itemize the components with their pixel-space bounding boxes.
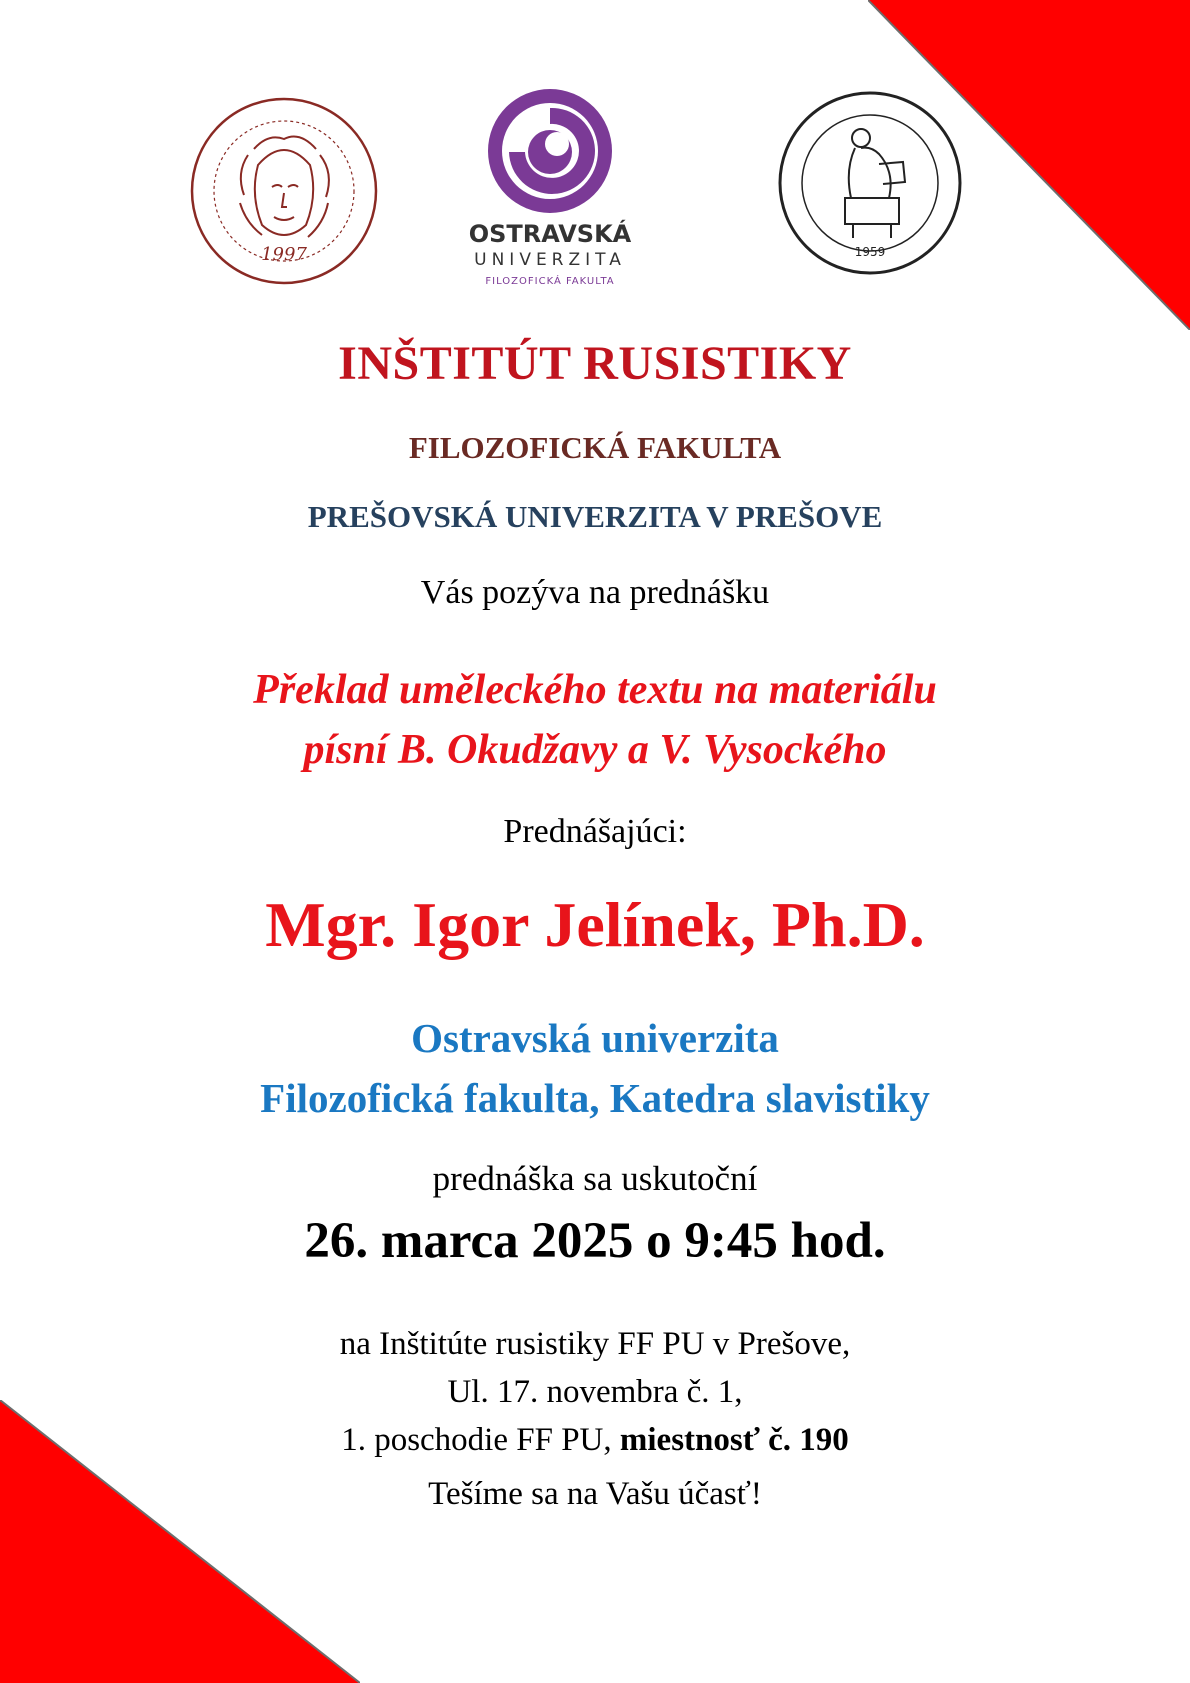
lecturer-label: Prednášajúci: xyxy=(503,813,687,850)
invitation-text: Vás pozýva na prednášku xyxy=(420,574,770,611)
lecture-title-line-2: písní B. Okudžavy a V. Vysockého xyxy=(303,727,887,773)
lecture-title-line-1: Překlad uměleckého textu na materiálu xyxy=(253,667,937,713)
faculty-of-arts-seal xyxy=(775,88,965,278)
schedule-intro: prednáška sa uskutoční xyxy=(432,1159,758,1198)
university-heading: PREŠOVSKÁ UNIVERZITA V PREŠOVE xyxy=(307,499,883,534)
left-seal-year: 1997 xyxy=(261,244,307,265)
lecture-title xyxy=(0,660,1190,780)
osu-swirl-icon xyxy=(485,86,615,216)
institute-heading: INŠTITÚT RUSISTIKY xyxy=(338,337,852,390)
affiliation-line-1: Ostravská univerzita xyxy=(411,1015,779,1061)
venue-line-1: na Inštitúte rusistiky FF PU v Prešove, xyxy=(339,1326,851,1362)
venue-line-2: Ul. 17. novembra č. 1, xyxy=(447,1374,743,1410)
presov-university-seal xyxy=(188,95,380,287)
venue-floor: 1. poschodie FF PU, xyxy=(341,1422,612,1458)
faculty-heading: FILOZOFICKÁ FAKULTA xyxy=(408,430,782,465)
osu-sub: UNIVERZITA xyxy=(474,250,626,270)
venue-room: miestnosť č. 190 xyxy=(619,1422,849,1458)
schedule-datetime: 26. marca 2025 o 9:45 hod. xyxy=(304,1213,886,1269)
lecturer-name: Mgr. Igor Jelínek, Ph.D. xyxy=(265,889,925,960)
osu-faculty: FILOZOFICKÁ FAKULTA xyxy=(485,276,615,287)
osu-name: OSTRAVSKÁ xyxy=(468,220,632,248)
ostravska-univerzita-logo xyxy=(450,86,650,286)
venue xyxy=(0,1320,1190,1464)
lecturer-affiliation xyxy=(0,1008,1190,1128)
venue-line-3 xyxy=(0,1416,1190,1464)
affiliation-line-2: Filozofická fakulta, Katedra slavistiky xyxy=(260,1075,930,1121)
closing-text: Tešíme sa na Vašu účasť! xyxy=(428,1476,762,1512)
right-seal-year: 1959 xyxy=(854,245,886,259)
